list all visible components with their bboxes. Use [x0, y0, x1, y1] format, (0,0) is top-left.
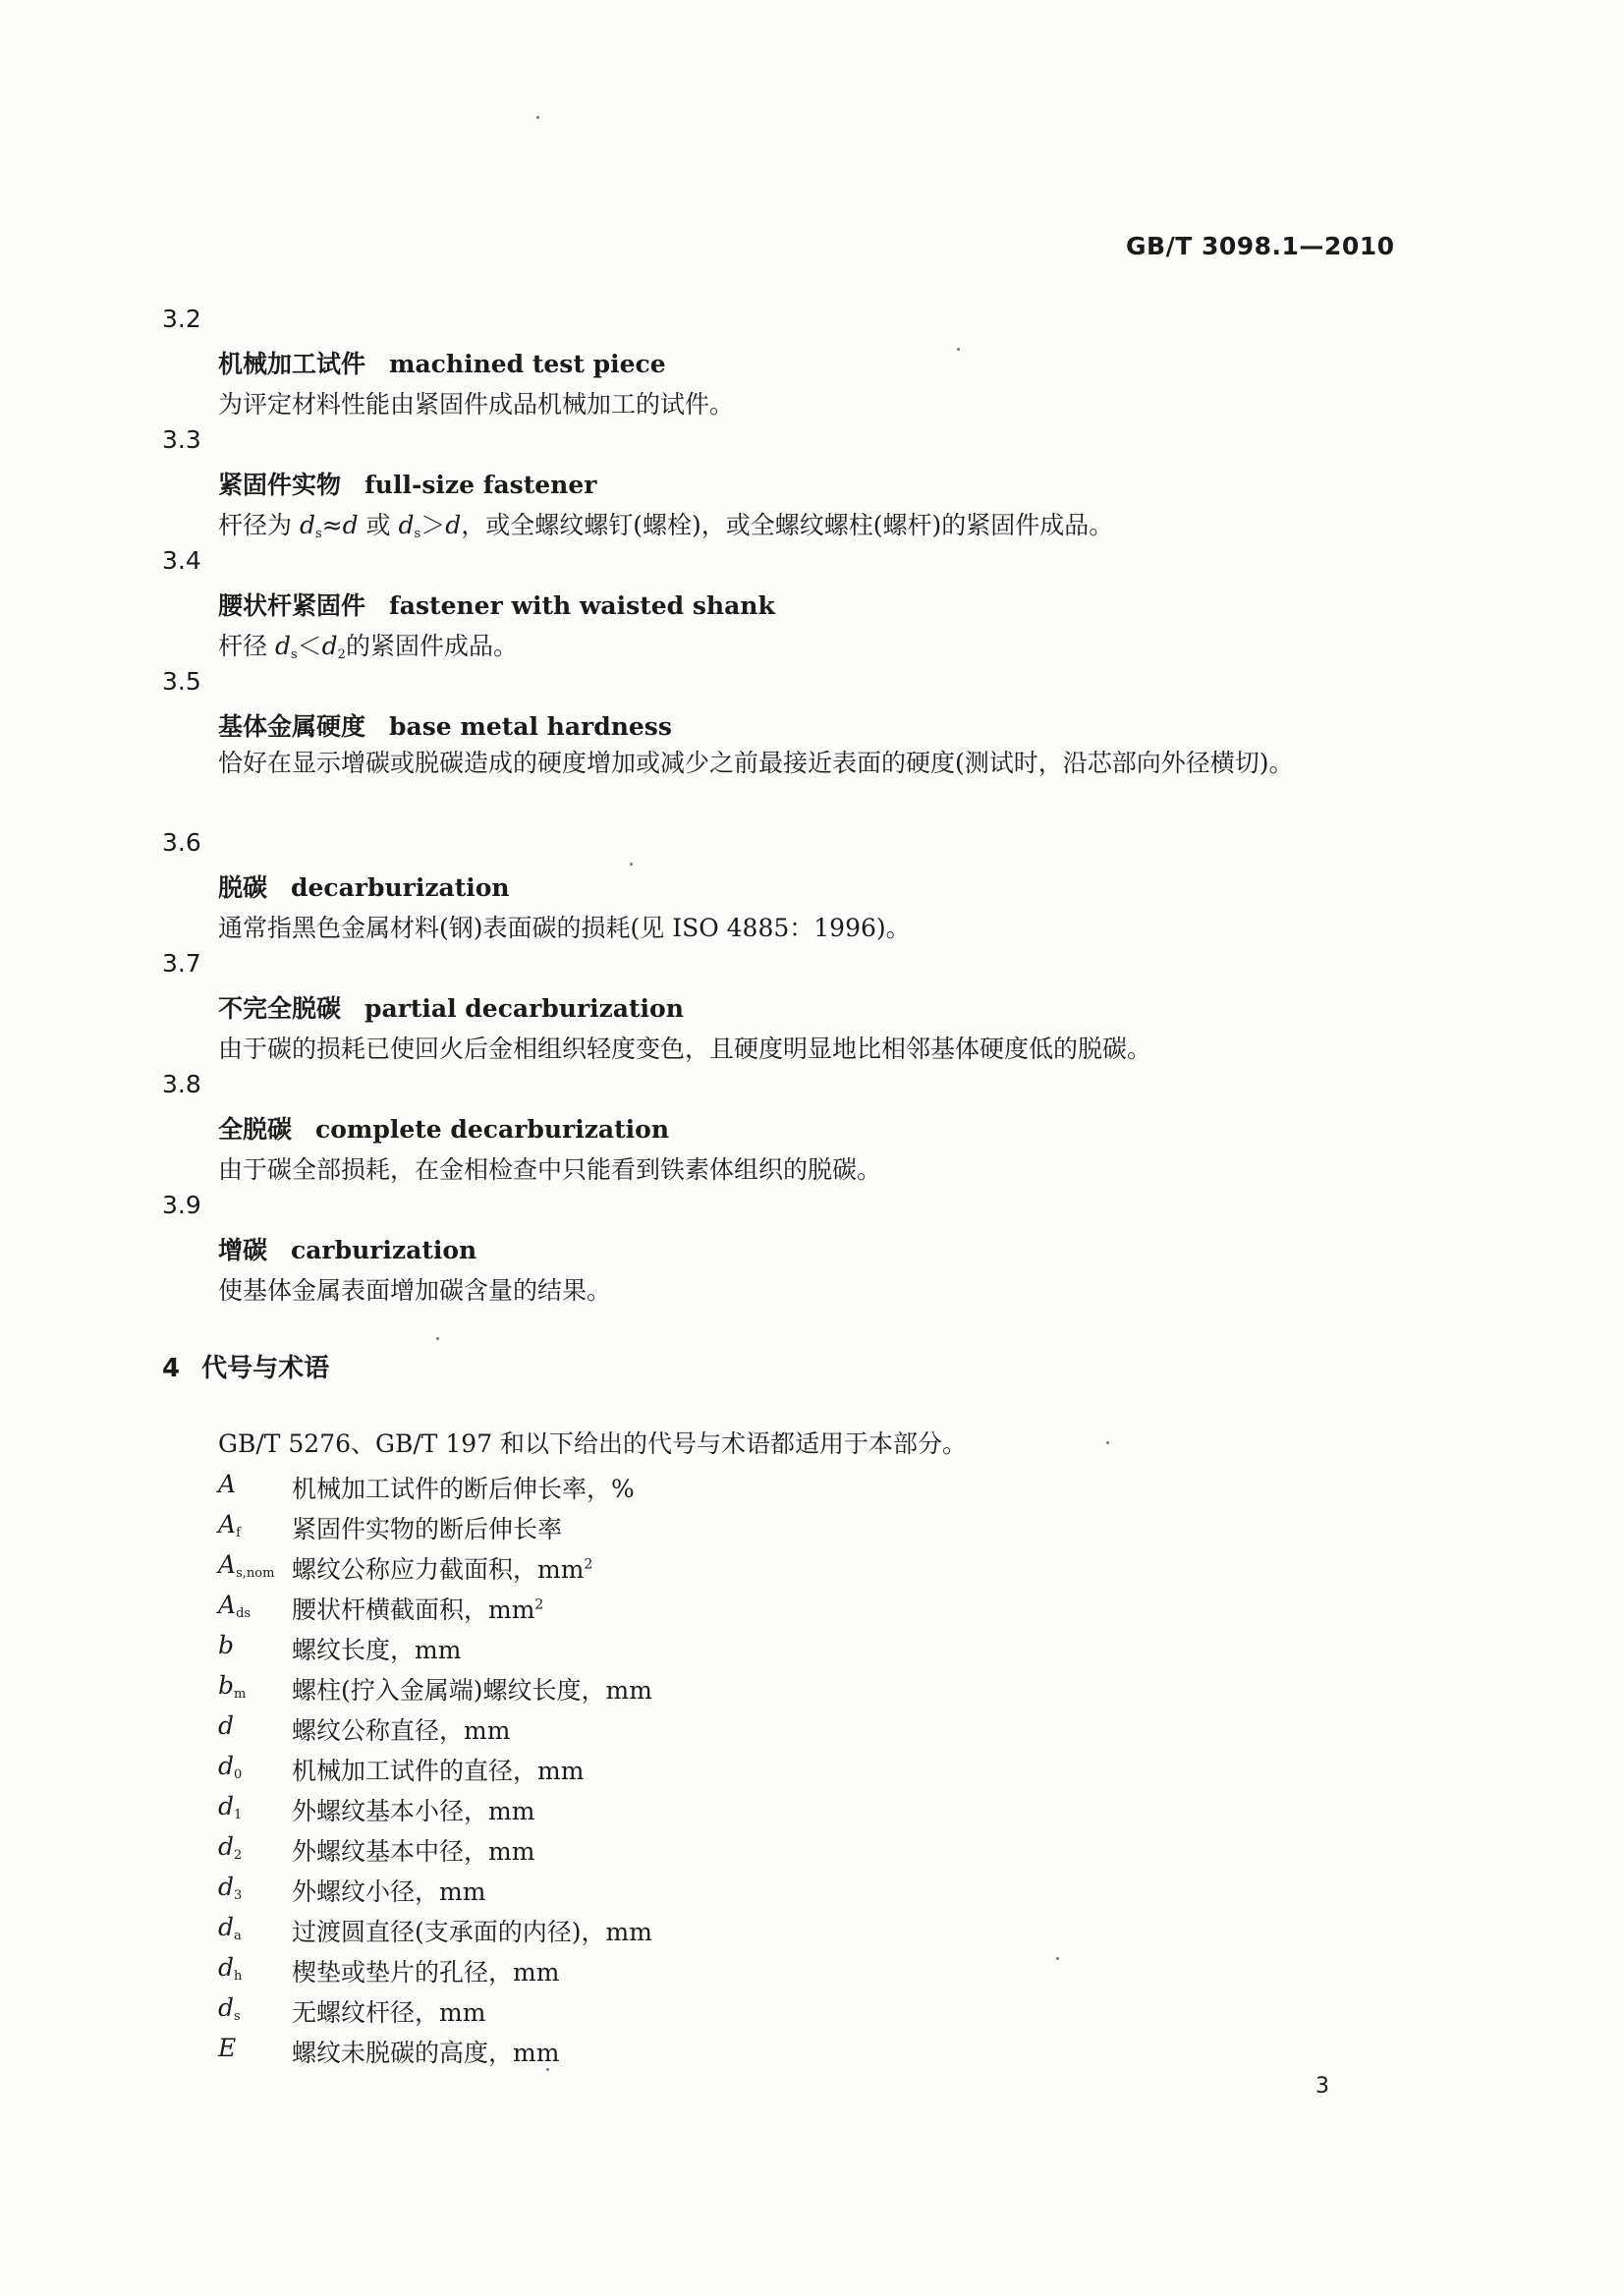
symbol-subscript: h — [234, 1969, 243, 1984]
term-en: decarburization — [291, 873, 510, 902]
scan-speck — [546, 2068, 549, 2071]
description-text: 过渡圆直径(支承面的内径)，mm — [292, 1918, 652, 1946]
symbol — [218, 1953, 242, 1984]
symbol-description — [292, 1913, 652, 1948]
symbol-description — [292, 1752, 584, 1787]
section-heading — [162, 1348, 329, 1384]
symbol-letter: d — [218, 1953, 235, 1982]
description-text: 螺柱(拧入金属端)螺纹长度，mm — [292, 1676, 652, 1705]
term-heading — [218, 466, 596, 501]
math-sub: s — [290, 647, 298, 662]
symbol-letter: d — [218, 1993, 235, 2022]
symbol-subscript: 2 — [234, 1848, 243, 1863]
scan-speck — [536, 116, 539, 119]
term-number: 3.6 — [162, 828, 201, 857]
term-heading — [218, 1110, 669, 1146]
symbol-description — [292, 1993, 485, 2029]
term-zh: 机械加工试件 — [218, 350, 366, 378]
symbol — [218, 1631, 234, 1659]
math-d: d — [321, 632, 338, 660]
term-zh: 脱碳 — [218, 873, 268, 902]
symbol-subscript: m — [234, 1687, 247, 1702]
math-sub: s — [414, 527, 421, 541]
symbol-letter: d — [218, 1792, 235, 1820]
term-en: machined test piece — [389, 350, 666, 378]
term-zh: 基体金属硬度 — [218, 712, 366, 741]
symbol-description — [292, 1591, 543, 1626]
term-definition: 恰好在显示增碳或脱碳造成的硬度增加或减少之前最接近表面的硬度(测试时，沿芯部向外径横切)。 — [218, 749, 1294, 777]
symbol — [218, 1792, 242, 1822]
symbol-letter: d — [218, 1873, 235, 1901]
description-text: 螺纹未脱碳的高度，mm — [292, 2039, 560, 2067]
term-en: carburization — [291, 1236, 477, 1264]
term-number: 3.5 — [162, 667, 201, 696]
term-number: 3.4 — [162, 546, 201, 575]
scan-speck — [436, 1337, 439, 1340]
scan-speck — [630, 863, 633, 866]
scan-speck — [957, 348, 960, 351]
symbol-subscript: 1 — [234, 1808, 243, 1822]
symbol-letter: d — [218, 1711, 235, 1740]
def-text: 或 — [358, 511, 399, 539]
symbol — [218, 1591, 251, 1621]
section-number: 4 — [162, 1354, 181, 1383]
description-text: 无螺纹杆径，mm — [292, 1998, 486, 2027]
unit-exponent: 2 — [584, 1556, 593, 1573]
description-text: 外螺纹基本中径，mm — [292, 1837, 535, 1866]
unit-exponent: 2 — [534, 1596, 544, 1613]
symbol-letter: E — [218, 2034, 237, 2062]
term-zh: 增碳 — [218, 1236, 268, 1264]
def-text: 的紧固件成品。 — [345, 632, 518, 660]
description-text: 螺纹公称直径，mm — [292, 1716, 511, 1745]
symbol-letter: b — [218, 1631, 235, 1659]
symbol-description — [292, 1711, 510, 1747]
def-text: ＞ — [420, 511, 446, 539]
symbol — [218, 1470, 236, 1498]
symbol-subscript: 3 — [234, 1888, 243, 1903]
term-en: partial decarburization — [364, 994, 684, 1023]
symbol-letter: d — [218, 1832, 235, 1861]
term-number: 3.3 — [162, 425, 201, 454]
symbol-description — [292, 1631, 461, 1666]
symbol — [218, 1993, 241, 2024]
symbol-description — [292, 1832, 534, 1868]
symbol-subscript: f — [236, 1526, 241, 1540]
symbol-letter: A — [218, 1591, 237, 1619]
symbol-description — [292, 2034, 559, 2069]
symbol — [218, 1711, 234, 1740]
symbol-letter: A — [218, 1550, 237, 1579]
term-heading — [218, 587, 775, 622]
term-zh: 紧固件实物 — [218, 471, 342, 499]
symbol-letter: A — [218, 1510, 237, 1539]
term-en: fastener with waisted shank — [389, 591, 775, 620]
description-text: 楔垫或垫片的孔径，mm — [292, 1958, 560, 1987]
def-text: ，或全螺纹螺钉(螺栓)，或全螺纹螺柱(螺杆)的紧固件成品。 — [461, 511, 1114, 539]
scan-speck — [1056, 1957, 1059, 1960]
math-d: d — [398, 511, 415, 539]
term-definition: 由于碳全部损耗，在金相检查中只能看到铁素体组织的脱碳。 — [218, 1155, 882, 1184]
term-heading — [218, 989, 684, 1025]
term-en: full-size fastener — [364, 471, 597, 499]
standard-code: GB/T 3098.1—2010 — [1126, 232, 1395, 260]
symbol — [218, 2034, 236, 2062]
term-en: complete decarburization — [315, 1115, 670, 1144]
term-definition — [218, 627, 518, 662]
def-text: 杆径 — [218, 632, 275, 660]
math-d: d — [274, 632, 291, 660]
description-text: 外螺纹基本小径，mm — [292, 1797, 535, 1825]
symbol-description — [292, 1550, 592, 1586]
symbol — [218, 1873, 242, 1903]
symbol-description — [292, 1953, 559, 1988]
scan-speck — [1106, 1441, 1109, 1444]
symbol-letter: d — [218, 1913, 235, 1941]
term-en: base metal hardness — [389, 712, 672, 741]
section-title: 代号与术语 — [201, 1354, 330, 1383]
symbol-subscript: ds — [236, 1606, 252, 1621]
page-number: 3 — [1316, 2074, 1329, 2099]
symbol-description — [292, 1671, 652, 1707]
term-number: 3.9 — [162, 1191, 201, 1219]
term-definition: 为评定材料性能由紧固件成品机械加工的试件。 — [218, 390, 735, 419]
term-heading — [218, 868, 510, 904]
term-zh: 不完全脱碳 — [218, 994, 342, 1023]
symbol-letter: b — [218, 1671, 235, 1700]
symbol-description — [292, 1510, 562, 1545]
description-text: 紧固件实物的断后伸长率 — [292, 1515, 563, 1543]
def-text: ≈ — [321, 511, 343, 539]
description-text: 螺纹公称应力截面积，mm — [292, 1555, 585, 1584]
description-text: 腰状杆横截面积，mm — [292, 1596, 535, 1624]
description-text: 机械加工试件的直径，mm — [292, 1757, 585, 1785]
term-definition: 由于碳的损耗已使回火后金相组织轻度变色，且硬度明显地比相邻基体硬度低的脱碳。 — [218, 1035, 1152, 1063]
term-heading — [218, 1231, 476, 1266]
symbol — [218, 1913, 242, 1943]
term-definition — [218, 506, 1113, 541]
symbol — [218, 1752, 242, 1782]
math-d: d — [299, 511, 315, 539]
section-intro: GB/T 5276、GB/T 197 和以下给出的代号与术语都适用于本部分。 — [218, 1429, 968, 1458]
term-number: 3.2 — [162, 305, 201, 333]
symbol-letter: A — [218, 1470, 237, 1498]
term-definition: 使基体金属表面增加碳含量的结果。 — [218, 1276, 612, 1305]
def-text: ＜ — [297, 632, 322, 660]
math-d: d — [445, 511, 462, 539]
term-definition: 通常指黑色金属材料(钢)表面碳的损耗(见 ISO 4885：1996)。 — [218, 914, 911, 942]
term-number: 3.7 — [162, 949, 201, 978]
term-heading — [218, 707, 672, 743]
math-sub: 2 — [337, 647, 346, 662]
description-text: 螺纹长度，mm — [292, 1636, 462, 1664]
symbol — [218, 1510, 241, 1540]
math-sub: s — [314, 527, 322, 541]
symbol-subscript: s — [234, 2009, 241, 2024]
term-zh: 腰状杆紧固件 — [218, 591, 366, 620]
def-text: 杆径为 — [218, 511, 300, 539]
symbol-description — [292, 1792, 534, 1827]
symbol-description — [292, 1873, 485, 1908]
symbol-description — [292, 1470, 635, 1505]
symbol — [218, 1671, 246, 1702]
term-heading — [218, 345, 666, 380]
math-d: d — [342, 511, 359, 539]
symbol-subscript: s,nom — [236, 1566, 275, 1581]
term-zh: 全脱碳 — [218, 1115, 293, 1144]
symbol — [218, 1832, 242, 1863]
term-number: 3.8 — [162, 1070, 201, 1098]
description-text: 机械加工试件的断后伸长率，% — [292, 1475, 635, 1503]
description-text: 外螺纹小径，mm — [292, 1877, 486, 1906]
symbol — [218, 1550, 274, 1581]
symbol-subscript: 0 — [234, 1767, 243, 1782]
symbol-subscript: a — [234, 1929, 242, 1943]
symbol-letter: d — [218, 1752, 235, 1780]
